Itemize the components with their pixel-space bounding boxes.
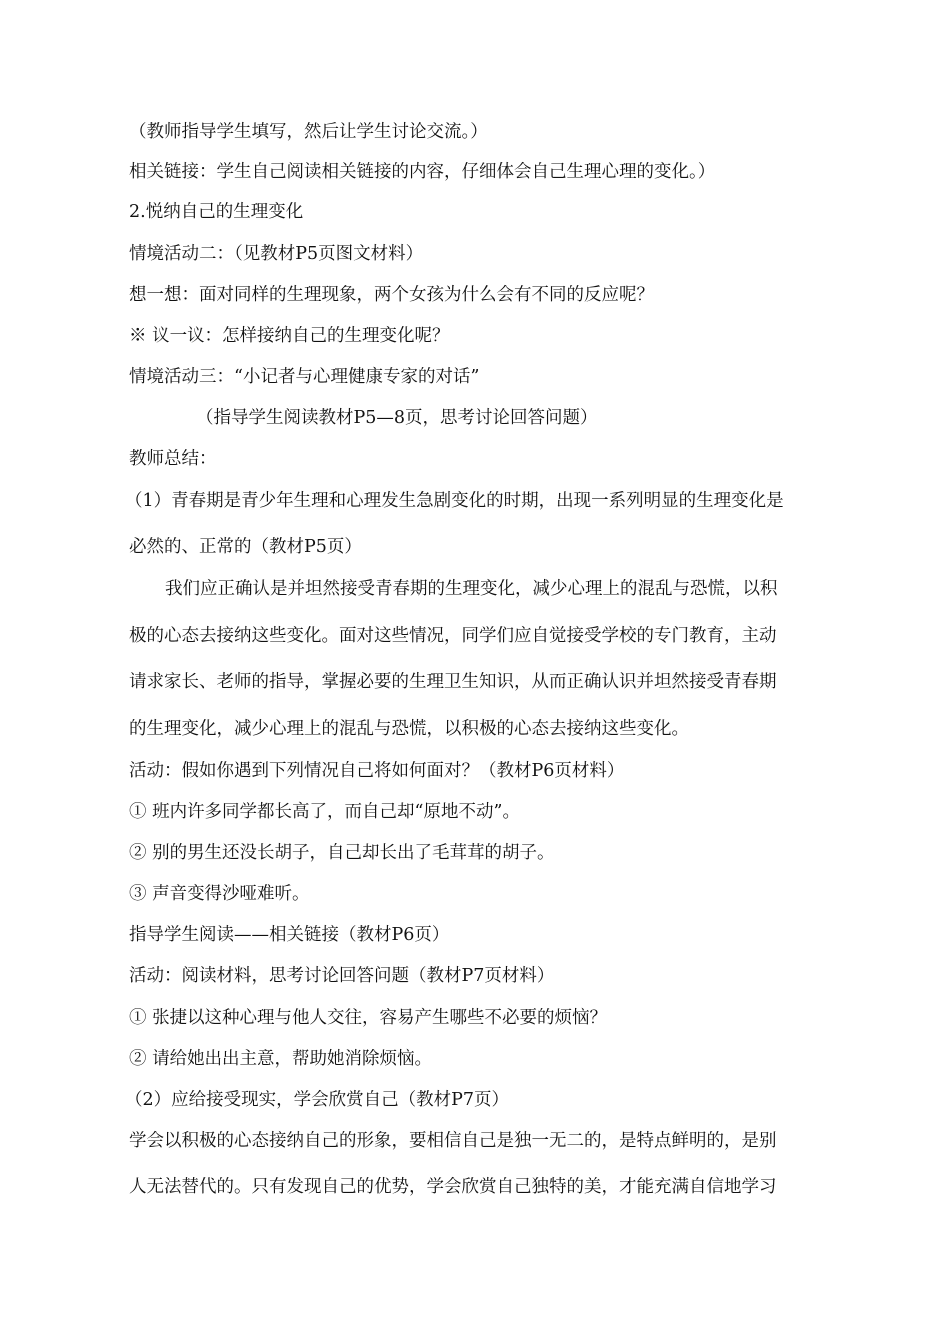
- text-line: 教师总结：: [129, 449, 217, 469]
- list-item: ② 请给她出出主意，帮助她消除烦恼。: [129, 1049, 433, 1069]
- text-line: 极的心态去接纳这些变化。面对这些情况，同学们应自觉接受学校的专门教育，主动: [129, 626, 777, 646]
- list-item: ③ 声音变得沙哑难听。: [129, 884, 310, 904]
- text-line: （1）青春期是青少年生理和心理发生急剧变化的时期，出现一系列明显的生理变化是: [125, 491, 784, 511]
- text-line: 的生理变化，减少心理上的混乱与恐慌，以积极的心态去接纳这些变化。: [129, 719, 689, 739]
- text-line: 相关链接：学生自己阅读相关链接的内容，仔细体会自己生理心理的变化。）: [129, 162, 716, 182]
- text-line: ※ 议一议：怎样接纳自己的生理变化呢？: [129, 326, 450, 346]
- text-line: （2）应给接受现实，学会欣赏自己（教材P7页）: [125, 1090, 510, 1110]
- text-line: 请求家长、老师的指导，掌握必要的生理卫生知识，从而正确认识并坦然接受青春期: [129, 672, 777, 692]
- text-line: 人无法替代的。只有发现自己的优势，学会欣赏自己独特的美，才能充满自信地学习: [129, 1177, 777, 1197]
- text-line: 活动：阅读材料，思考讨论回答问题（教材P7页材料）: [129, 966, 555, 986]
- text-line: 指导学生阅读——相关链接（教材P6页）: [129, 925, 450, 945]
- text-line: （教师指导学生填写，然后让学生讨论交流。）: [129, 122, 488, 142]
- list-item: ② 别的男生还没长胡子，自己却长出了毛茸茸的胡子。: [129, 843, 555, 863]
- text-line: 我们应正确认是并坦然接受青春期的生理变化，减少心理上的混乱与恐慌，以积: [165, 579, 778, 599]
- text-line: 活动：假如你遇到下列情况自己将如何面对？（教材P6页材料）: [129, 761, 625, 781]
- text-line: 情境活动三：“小记者与心理健康专家的对话”: [129, 367, 480, 387]
- text-line: 想一想：面对同样的生理现象，两个女孩为什么会有不同的反应呢？: [129, 285, 654, 305]
- text-line: 情境活动二：（见教材P5页图文材料）: [129, 244, 424, 264]
- text-line: 学会以积极的心态接纳自己的形象，要相信自己是独一无二的，是特点鲜明的，是别: [129, 1131, 777, 1151]
- list-item: ① 张捷以这种心理与他人交往，容易产生哪些不必要的烦恼？: [129, 1008, 608, 1028]
- text-line: 必然的、正常的（教材P5页）: [129, 537, 362, 557]
- list-item: ① 班内许多同学都长高了，而自己却“原地不动”。: [129, 802, 520, 822]
- text-line: （指导学生阅读教材P5—8页，思考讨论回答问题）: [196, 408, 598, 428]
- section-heading: 2.悦纳自己的生理变化: [129, 202, 304, 222]
